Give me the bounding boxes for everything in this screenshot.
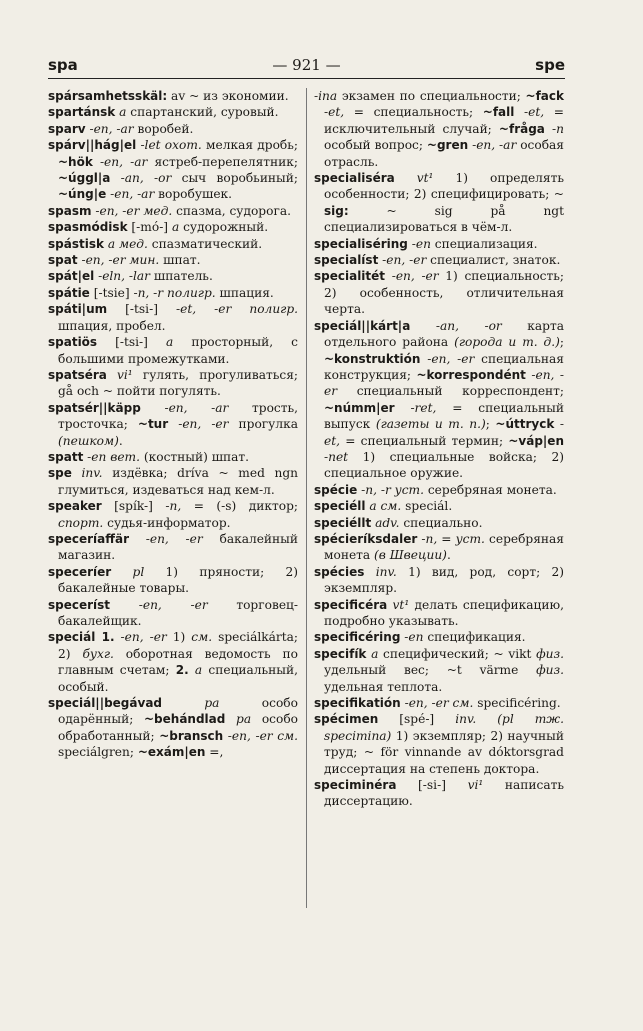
entry-text: [spík-] [101,499,166,514]
entry-text: = специальный выпуск [324,400,564,432]
dictionary-entry [48,629,298,695]
dictionary-entry [48,88,298,104]
entry-headword: spástisk [48,236,104,251]
entry-text: -en, -er [114,630,167,645]
entry-subheadword: ~númm|er [324,400,395,415]
entry-text: -en, -er [324,367,564,399]
entry-headword: specialiséring [314,236,408,251]
entry-text: a [115,105,127,120]
entry-text: -et, [514,105,545,120]
entry-text: -eln, -lar [94,269,151,284]
entry-text: inv. (pl тж. specimina) [324,712,564,743]
entry-text: -net [324,449,349,464]
dictionary-entry [314,777,564,810]
entry-text: -en [400,630,424,645]
entry-headword: speciminéra [314,778,397,793]
entry-subheadword: ~bransch [159,728,224,743]
entry-text: ; [559,335,565,350]
entry-headword: specifík [314,646,367,661]
entry-subheadword: ~behándlad [144,712,226,727]
entry-subheadword: 2. [175,663,189,678]
entry-headword: speciál||kárt|a [314,318,411,333]
entry-columns [48,88,565,1018]
entry-text: =, [205,745,224,760]
dictionary-entry [48,301,298,334]
entry-text: (газеты и т. п.) [375,417,486,432]
dictionary-entry [48,367,298,400]
entry-text: бакалейный магазин. [58,531,298,563]
entry-subheadword: ~tur [137,417,169,432]
entry-text: -n, -r уст. [357,482,424,497]
entry-text: speciálkárta; 2) [58,630,298,661]
entry-text: (костный) шпат. [139,449,250,464]
dictionary-entry [314,318,564,482]
header-right-guideword: spe [535,56,565,74]
entry-text: -n, -r полигр. [133,285,216,300]
entry-text: -an, -or [110,171,172,186]
dictionary-entry [48,137,298,203]
dictionary-entry [48,203,298,219]
entry-text: -en, -er [168,417,229,432]
entry-text: -et, -er полигр. [176,302,299,317]
entry-text: -en, -ar [85,121,134,136]
entry-headword: speciéllt [314,515,372,530]
entry-text: [-mó-] [127,220,172,235]
entry-text: . [118,433,123,448]
dictionary-entry [314,268,564,317]
entry-headword: spárv||hág|el [48,138,137,153]
entry-text: ястреб-перепелятник; [147,154,298,169]
entry-text: -n, [417,531,438,546]
entry-headword: specificéring [314,630,401,645]
entry-text: = специальный термин; [339,433,509,448]
entry-text: удельная теплота. [324,679,443,694]
dictionary-entry [314,695,564,711]
dictionary-entry [314,597,564,630]
entry-text: торговец-бакалейщик. [58,597,298,628]
entry-text: vt¹ [387,597,410,612]
dictionary-entry [48,285,298,301]
dictionary-entry [314,236,564,252]
entry-text: pa [225,712,252,727]
entry-subheadword: ~exám|en [137,745,206,760]
dictionary-entry [48,268,298,284]
right-column [314,88,564,810]
entry-text: судорожный. [179,220,269,235]
entry-text: особо обработанный; [58,712,298,743]
entry-subheadword: ~konstruktión [324,351,421,366]
entry-text: судья-информатор. [103,515,231,530]
entry-text: = [437,531,456,546]
entry-text: [-tsi-] [107,302,177,317]
dictionary-entry [314,498,564,514]
dictionary-entry [48,449,298,465]
entry-headword: spáti|um [48,302,108,317]
entry-subheadword: ~úttryck [495,417,555,432]
entry-subheadword: sig: [324,203,349,218]
entry-text: (города и т. д.) [454,335,560,350]
entry-text: особый вопрос; [324,138,427,153]
column-divider [306,88,307,908]
entry-text: прогулка [228,417,298,432]
entry-text: спазматический. [147,236,263,251]
entry-text: pl [111,564,145,579]
entry-text: написать диссертацию. [324,778,564,809]
entry-headword: speceríst [48,597,111,612]
entry-headword: speciéll [314,499,366,514]
dictionary-entry [314,711,564,777]
entry-text: speciálgren; [58,745,138,760]
entry-text: специалист, знаток. [426,253,561,268]
entry-text: vi¹ [467,778,484,793]
entry-headword: specialíst [314,253,379,268]
entry-headword: sparv [48,121,86,136]
entry-text: [-tsie] [89,285,134,300]
entry-text: 1) специальные войска; 2) специальное оружие. [324,449,564,481]
dictionary-entry [48,465,298,498]
dictionary-entry [48,695,298,761]
entry-text: ; [485,417,496,432]
entry-text: -en, -er [385,269,439,284]
entry-text: спецификация. [423,630,526,645]
dictionary-entry [314,515,564,531]
entry-subheadword: ~gren [426,138,469,153]
page-number: — 921 — [272,56,341,74]
entry-text: [spé-] [378,712,456,727]
entry-text: -en, -er мед. [91,203,173,218]
entry-headword: specialitét [314,269,386,284]
entry-headword: spat [48,253,78,268]
dictionary-entry [48,236,298,252]
entry-text: a см. [365,499,402,514]
entry-text: = специальность; [344,105,483,120]
entry-headword: speciál 1. [48,630,115,645]
entry-headword: spasm [48,203,92,218]
entry-text: -en [407,236,431,251]
entry-text: воробушек. [154,187,233,202]
entry-text: inv. [71,466,103,481]
entry-text: -en вет. [83,449,140,464]
entry-text: specificéring. [473,696,561,711]
dictionary-entry [314,531,564,564]
entry-text: серебряная монета. [423,482,557,497]
entry-headword: speceríaffär [48,531,129,546]
entry-text: 1) определять особенности; 2) специфицировать; ~ [324,171,564,202]
entry-headword: spasmódisk [48,220,128,235]
entry-text: спорт. [58,515,104,530]
dictionary-entry [48,597,298,630]
entry-text: удельный вес; ~t värme [324,663,537,678]
entry-text: -en, -ar [92,154,148,169]
entry-text: бухг. [82,646,114,661]
entry-headword: spartánsk [48,105,116,120]
header-left-guideword: spa [48,56,78,74]
entry-text: просторный, с большими промежутками. [58,335,298,366]
entry-text: специальный корреспондент; [337,384,564,399]
entry-text: speciál. [401,499,453,514]
entry-text: специальная конструкция; [324,351,564,382]
entry-text: -an, -or [410,318,502,333]
entry-text: -en, -er [420,351,475,366]
entry-headword: speaker [48,499,102,514]
entry-text: -let охот. [136,138,202,153]
entry-text: экзамен по специальности; [337,89,526,103]
entry-text: специфический; ~ vikt [378,646,537,661]
entry-text: -et, [324,105,345,120]
dictionary-entry [48,531,298,564]
dictionary-entry [314,629,564,645]
dictionary-entry [48,104,298,120]
entry-text: -en, -ar [106,187,155,202]
entry-text: . [446,548,451,563]
entry-text: спазма, судорога. [172,203,291,218]
entry-text: a мед. [103,236,148,251]
entry-headword: speciál||begávad [48,696,162,711]
entry-text: [-si-] [396,778,468,793]
entry-headword: spécie [314,482,358,497]
entry-text: серебряная монета [324,531,564,563]
entry-text: гулять, прогуливаться; gå och ~ пойти погулять. [58,367,299,399]
entry-headword: spatséra [48,367,107,382]
entry-headword: spe [48,466,72,481]
entry-text: уст. [455,531,485,546]
entry-text: a [171,220,180,235]
entry-subheadword: ~korrespondént [416,367,526,382]
entry-text: делать спецификацию, подробно указывать. [324,597,564,628]
entry-text: a [366,646,379,661]
entry-headword: spécieríksdaler [314,531,418,546]
entry-headword: spatsér||käpp [48,400,141,415]
entry-text: 1) вид, род, сорт; 2) экземпляр. [324,564,564,596]
entry-headword: spatt [48,449,84,464]
entry-text: = (-s) диктор; [181,499,298,514]
entry-text: 1) пряности; 2) бакалейные товары. [58,564,298,596]
entry-text: -en, -ar [468,138,517,153]
entry-text: особая отрасль. [324,138,564,169]
dictionary-entry [314,646,564,695]
entry-text: шпация, пробел. [58,318,166,333]
dictionary-entry [48,498,298,531]
entry-text: pa [162,696,220,711]
entry-text: издёвка; dríva ~ med ngn глумиться, издеваться над кем-л. [58,466,298,497]
entry-headword: specificéra [314,597,388,612]
dictionary-entry [48,252,298,268]
entry-text: ~ sig på ngt специализироваться в чём-л. [324,203,564,235]
page-header [48,56,565,78]
entry-text: -en, -er [378,253,427,268]
entry-text: -en, -er [110,597,208,612]
entry-text: мелкая дробь; [201,138,299,153]
dictionary-entry [48,564,298,597]
entry-text: -en, -er см. [223,728,299,743]
entry-text: a [188,663,203,678]
dictionary-entry [48,219,298,235]
entry-text: трость, тросточка; [58,400,298,432]
entry-text: -n [544,121,564,136]
entry-headword: spécimen [314,712,379,727]
entry-text: 1) экземпляр; 2) научный труд; ~ för vinnande av dóktorsgrad диссертация на степень доктора. [324,728,564,776]
entry-headword: spatiös [48,335,98,350]
entry-text: карта отдельного района [324,318,564,350]
dictionary-entry [314,482,564,498]
entry-text: = исключительный случай; [324,105,564,136]
entry-text: -en, -er см. [400,696,474,711]
entry-text: шпатель. [150,269,213,284]
entry-text: 1) специальность; 2) особенность, отличительная черта. [324,269,564,317]
entry-text: -en, -ar [140,400,229,415]
entry-text: -et, [324,417,564,448]
entry-subheadword: ~úng|e [58,187,107,202]
entry-text: vi¹ [106,367,133,382]
dictionary-entry [314,88,564,170]
entry-text: шпация. [215,285,274,300]
dictionary-entry [48,334,298,367]
entry-text: физ. [536,646,565,661]
entry-subheadword: ~úggl|a [58,171,111,186]
dictionary-entry [314,252,564,268]
entry-headword: spársamhetsskäl: [48,89,168,103]
entry-subheadword: ~fack [525,89,564,103]
entry-text: сыч воробьиный; [171,171,298,186]
entry-headword: specifikatión [314,696,401,711]
left-column [48,88,298,761]
entry-headword: speceríer [48,564,112,579]
entry-text: vt¹ [394,171,434,186]
entry-subheadword: ~fråga [498,121,545,136]
entry-text: см. [191,630,213,645]
entry-text: 1) [166,630,192,645]
entry-headword: specialiséra [314,171,395,186]
entry-text: -ret, [394,400,437,415]
entry-subheadword: ~hök [58,154,93,169]
entry-text: a [165,335,174,350]
entry-text: физ. [536,663,564,678]
entry-text: -en, -er мин. [77,253,160,268]
header-rule [48,78,565,79]
entry-text: -ina [314,89,338,103]
entry-text: шпат. [159,253,201,268]
entry-text: -en, -er [129,531,203,546]
entry-text: спартанский, суровый. [126,105,279,120]
dictionary-entry [48,121,298,137]
entry-headword: spécies [314,564,365,579]
entry-headword: spát|el [48,269,95,284]
entry-text: особо одарённый; [58,696,298,727]
entry-text: av ~ из экономии. [167,89,289,103]
entry-text: inv. [364,564,397,579]
entry-subheadword: ~váp|en [508,433,564,448]
entry-text: adv. [371,515,400,530]
dictionary-entry [48,400,298,449]
entry-text: специально. [399,515,483,530]
entry-text: -n, [165,499,182,514]
dictionary-entry [314,564,564,597]
entry-headword: spátie [48,285,90,300]
entry-text: (пешком) [58,433,119,448]
entry-subheadword: ~fall [482,105,515,120]
entry-text: воробей. [133,121,194,136]
entry-text: оборотная ведомость по главным счетам; [58,646,298,678]
entry-text: специальный, особый. [58,663,298,694]
entry-text: [-tsi-] [97,335,166,350]
dictionary-entry [314,170,564,236]
entry-text: (в Швеции) [374,548,447,563]
entry-text: специализация. [430,236,538,251]
